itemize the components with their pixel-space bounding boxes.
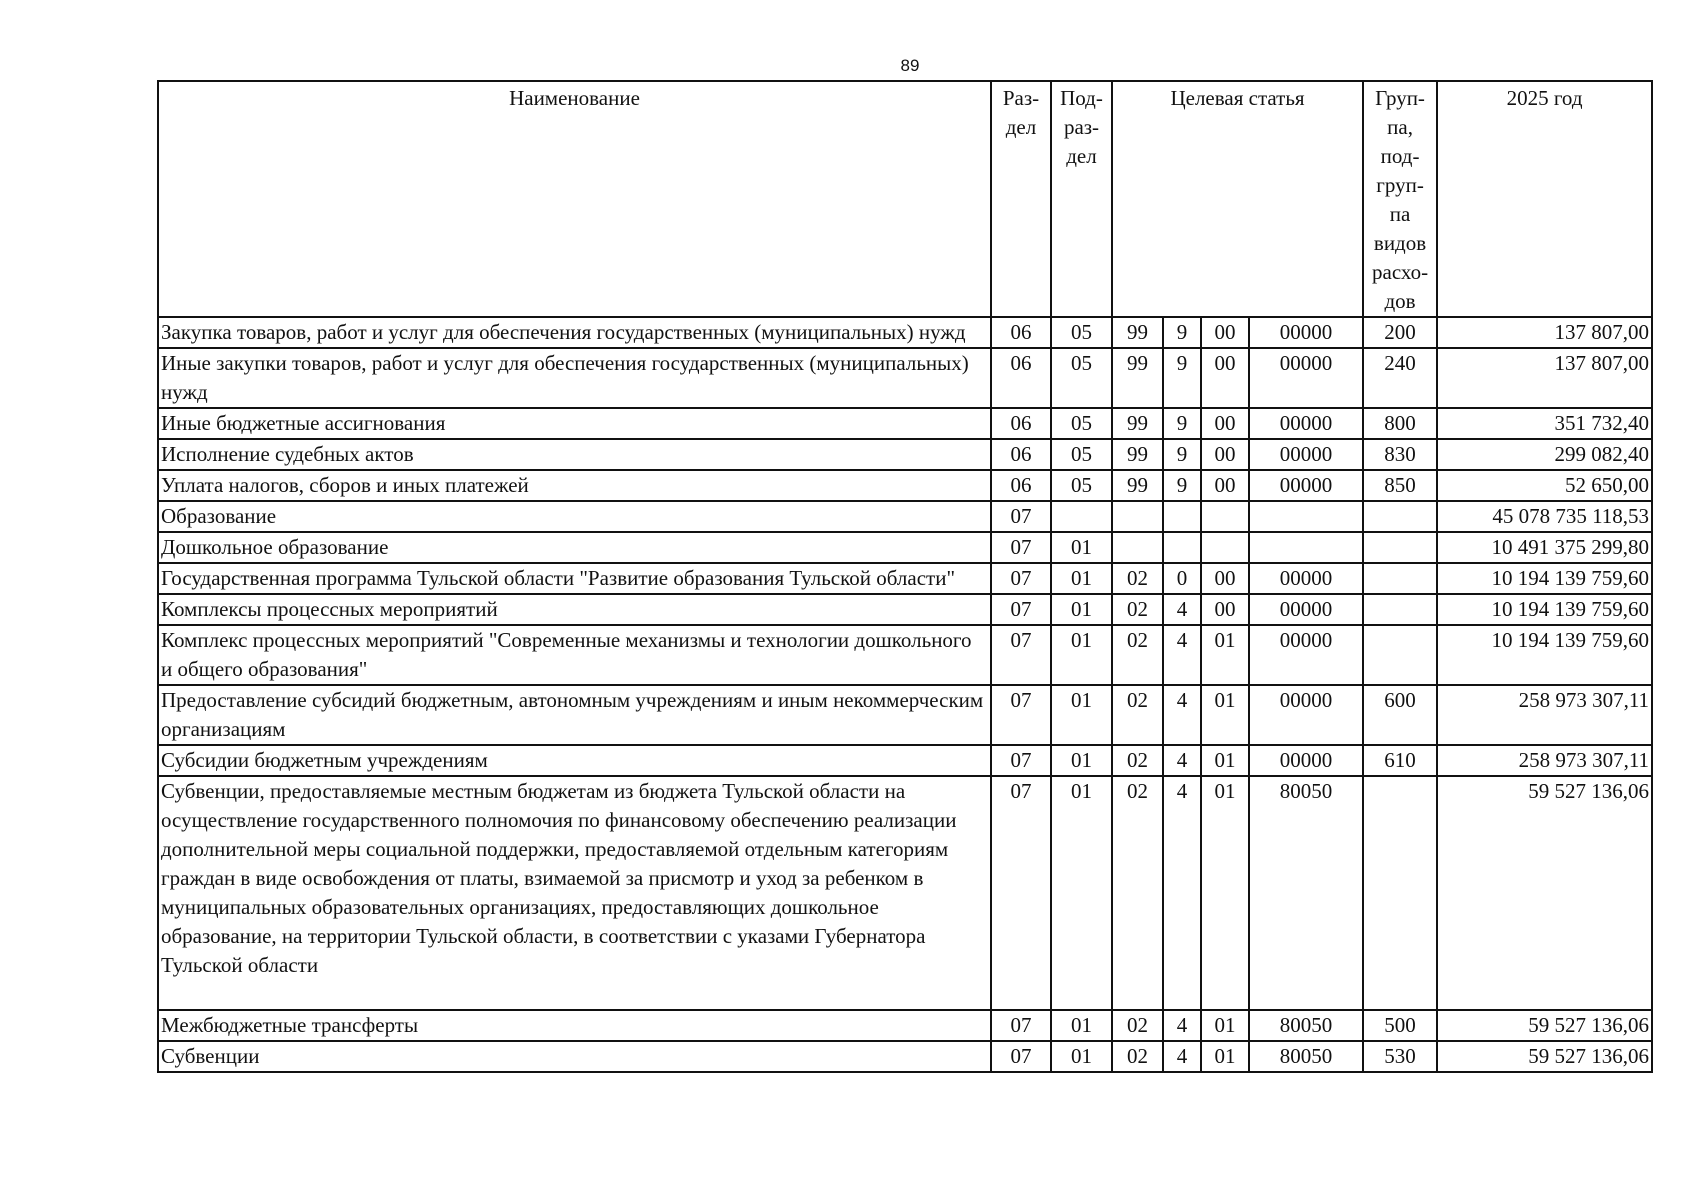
header-vr-group-label: Груп- па, под- груп- па видов расхо- дов (1372, 86, 1429, 313)
row-amount-cell: 10 194 139 759,60 (1437, 563, 1652, 594)
row-target-program-cell: 02 (1112, 685, 1163, 745)
row-podrazdel-cell: 01 (1051, 594, 1112, 625)
row-amount-cell: 10 491 375 299,80 (1437, 532, 1652, 563)
row-target-event-cell: 00 (1201, 594, 1249, 625)
row-vr-cell (1363, 625, 1437, 685)
row-razdel-cell: 06 (991, 408, 1051, 439)
table-row (158, 563, 1652, 594)
table-row (158, 501, 1652, 532)
row-target-direction-cell: 00000 (1249, 594, 1363, 625)
row-name-cell: Исполнение судебных актов (158, 439, 991, 470)
row-razdel-cell: 07 (991, 1010, 1051, 1041)
header-name: Наименование (158, 81, 991, 317)
row-amount-cell: 52 650,00 (1437, 470, 1652, 501)
row-target-program-cell: 02 (1112, 563, 1163, 594)
table-row (158, 685, 1652, 745)
row-vr-cell (1363, 501, 1437, 532)
row-target-program-cell: 02 (1112, 745, 1163, 776)
row-target-subprogram-cell: 9 (1163, 439, 1201, 470)
row-target-program-cell: 02 (1112, 776, 1163, 1010)
row-podrazdel-cell (1051, 501, 1112, 532)
row-target-direction-cell: 00000 (1249, 439, 1363, 470)
table-row (158, 594, 1652, 625)
row-razdel-cell: 07 (991, 501, 1051, 532)
row-target-subprogram-cell: 4 (1163, 1041, 1201, 1072)
row-target-program-cell: 99 (1112, 317, 1163, 348)
row-name-cell: Закупка товаров, работ и услуг для обеспечения государственных (муниципальных) нужд (158, 317, 991, 348)
row-podrazdel-cell: 01 (1051, 745, 1112, 776)
header-target-article: Целевая статья (1112, 81, 1363, 317)
row-target-event-cell: 01 (1201, 685, 1249, 745)
row-name-cell: Субсидии бюджетным учреждениям (158, 745, 991, 776)
row-target-subprogram-cell: 9 (1163, 348, 1201, 408)
row-target-event-cell: 00 (1201, 563, 1249, 594)
row-podrazdel-cell: 05 (1051, 408, 1112, 439)
row-target-event-cell (1201, 532, 1249, 563)
row-vr-cell: 850 (1363, 470, 1437, 501)
header-razdel (991, 81, 1051, 317)
row-target-subprogram-cell: 4 (1163, 625, 1201, 685)
row-name-cell: Иные бюджетные ассигнования (158, 408, 991, 439)
row-vr-cell: 600 (1363, 685, 1437, 745)
row-vr-cell: 240 (1363, 348, 1437, 408)
table-row (158, 776, 1652, 1010)
row-amount-cell: 59 527 136,06 (1437, 1010, 1652, 1041)
row-name-cell: Предоставление субсидий бюджетным, автономным учреждениям и иным некоммерческим организациям (158, 685, 991, 745)
row-razdel-cell: 07 (991, 685, 1051, 745)
row-target-event-cell: 01 (1201, 745, 1249, 776)
row-razdel-cell: 06 (991, 470, 1051, 501)
row-podrazdel-cell: 01 (1051, 625, 1112, 685)
header-vr-group (1363, 81, 1437, 317)
row-vr-cell: 530 (1363, 1041, 1437, 1072)
row-podrazdel-cell: 01 (1051, 563, 1112, 594)
row-podrazdel-cell: 01 (1051, 532, 1112, 563)
row-razdel-cell: 07 (991, 532, 1051, 563)
row-razdel-cell: 07 (991, 625, 1051, 685)
row-target-event-cell: 01 (1201, 1041, 1249, 1072)
row-amount-cell: 299 082,40 (1437, 439, 1652, 470)
header-razdel-label: Раз- дел (1002, 86, 1040, 139)
row-target-direction-cell: 00000 (1249, 745, 1363, 776)
row-podrazdel-cell: 05 (1051, 317, 1112, 348)
budget-table (157, 80, 1653, 1073)
row-vr-cell: 500 (1363, 1010, 1437, 1041)
row-name-cell: Межбюджетные трансферты (158, 1010, 991, 1041)
row-target-subprogram-cell: 9 (1163, 408, 1201, 439)
row-amount-cell: 45 078 735 118,53 (1437, 501, 1652, 532)
table-row (158, 1041, 1652, 1072)
row-podrazdel-cell: 01 (1051, 1041, 1112, 1072)
row-razdel-cell: 06 (991, 317, 1051, 348)
row-vr-cell (1363, 532, 1437, 563)
row-target-program-cell (1112, 501, 1163, 532)
row-target-subprogram-cell: 4 (1163, 745, 1201, 776)
row-amount-cell: 59 527 136,06 (1437, 1041, 1652, 1072)
table-row (158, 439, 1652, 470)
row-target-program-cell: 02 (1112, 1010, 1163, 1041)
row-amount-cell: 10 194 139 759,60 (1437, 594, 1652, 625)
row-target-direction-cell (1249, 532, 1363, 563)
row-name-cell: Субвенции, предоставляемые местным бюджетам из бюджета Тульской области на осуществление государственного полномочия по финансовому обеспечению реализации дополнительной меры социальной поддержки, предоставляемой отдельным категориям граждан в виде освобождения от платы, взимаемой за присмотр и уход за ребенком в муниципальных образовательных организациях, предоставляющих дошкольное образование, на территории Тульской области, в соответствии с указами Губернатора Тульской области (158, 776, 991, 1010)
row-target-direction-cell: 00000 (1249, 563, 1363, 594)
header-year: 2025 год (1437, 81, 1652, 317)
row-target-event-cell: 01 (1201, 625, 1249, 685)
row-target-subprogram-cell (1163, 532, 1201, 563)
row-target-program-cell: 02 (1112, 594, 1163, 625)
row-target-program-cell: 99 (1112, 408, 1163, 439)
row-name-cell: Комплекс процессных мероприятий "Современные механизмы и технологии дошкольного и общего образования" (158, 625, 991, 685)
row-vr-cell (1363, 594, 1437, 625)
row-amount-cell: 258 973 307,11 (1437, 685, 1652, 745)
row-name-cell: Субвенции (158, 1041, 991, 1072)
row-target-subprogram-cell: 4 (1163, 594, 1201, 625)
row-target-program-cell: 99 (1112, 470, 1163, 501)
row-target-direction-cell: 00000 (1249, 685, 1363, 745)
row-amount-cell: 351 732,40 (1437, 408, 1652, 439)
page-number: 89 (900, 56, 920, 75)
row-vr-cell: 610 (1363, 745, 1437, 776)
row-vr-cell (1363, 563, 1437, 594)
row-name-cell: Иные закупки товаров, работ и услуг для обеспечения государственных (муниципальных) нужд (158, 348, 991, 408)
row-razdel-cell: 06 (991, 439, 1051, 470)
row-target-program-cell: 02 (1112, 1041, 1163, 1072)
row-podrazdel-cell: 05 (1051, 439, 1112, 470)
row-target-direction-cell (1249, 501, 1363, 532)
row-target-subprogram-cell: 4 (1163, 1010, 1201, 1041)
row-razdel-cell: 07 (991, 745, 1051, 776)
row-target-direction-cell: 00000 (1249, 348, 1363, 408)
row-amount-cell: 137 807,00 (1437, 317, 1652, 348)
row-target-event-cell: 00 (1201, 439, 1249, 470)
row-target-event-cell: 00 (1201, 317, 1249, 348)
row-amount-cell: 59 527 136,06 (1437, 776, 1652, 1010)
row-name-cell: Государственная программа Тульской области "Развитие образования Тульской области" (158, 563, 991, 594)
table-header-row (158, 81, 1652, 317)
row-target-program-cell: 99 (1112, 439, 1163, 470)
row-target-program-cell: 02 (1112, 625, 1163, 685)
row-razdel-cell: 07 (991, 594, 1051, 625)
row-vr-cell: 800 (1363, 408, 1437, 439)
row-target-subprogram-cell: 4 (1163, 776, 1201, 1010)
row-amount-cell: 258 973 307,11 (1437, 745, 1652, 776)
header-podrazdel (1051, 81, 1112, 317)
row-target-subprogram-cell: 9 (1163, 317, 1201, 348)
row-target-event-cell: 00 (1201, 408, 1249, 439)
table-row (158, 470, 1652, 501)
row-razdel-cell: 06 (991, 348, 1051, 408)
header-podrazdel-label: Под- раз- дел (1060, 86, 1103, 168)
table-body (158, 317, 1652, 1072)
row-target-event-cell (1201, 501, 1249, 532)
row-target-subprogram-cell: 9 (1163, 470, 1201, 501)
row-name-cell: Комплексы процессных мероприятий (158, 594, 991, 625)
row-amount-cell: 10 194 139 759,60 (1437, 625, 1652, 685)
row-target-event-cell: 00 (1201, 348, 1249, 408)
table-row (158, 625, 1652, 685)
row-target-direction-cell: 80050 (1249, 1010, 1363, 1041)
row-vr-cell: 200 (1363, 317, 1437, 348)
row-target-direction-cell: 00000 (1249, 408, 1363, 439)
row-target-subprogram-cell: 0 (1163, 563, 1201, 594)
row-podrazdel-cell: 05 (1051, 470, 1112, 501)
row-razdel-cell: 07 (991, 563, 1051, 594)
row-name-cell: Дошкольное образование (158, 532, 991, 563)
row-target-event-cell: 01 (1201, 776, 1249, 1010)
table-row (158, 317, 1652, 348)
row-razdel-cell: 07 (991, 776, 1051, 1010)
row-razdel-cell: 07 (991, 1041, 1051, 1072)
table-row (158, 745, 1652, 776)
row-target-direction-cell: 00000 (1249, 470, 1363, 501)
row-target-event-cell: 00 (1201, 470, 1249, 501)
row-vr-cell: 830 (1363, 439, 1437, 470)
row-podrazdel-cell: 01 (1051, 1010, 1112, 1041)
row-target-subprogram-cell (1163, 501, 1201, 532)
row-target-program-cell: 99 (1112, 348, 1163, 408)
table-row (158, 348, 1652, 408)
row-target-direction-cell: 00000 (1249, 317, 1363, 348)
row-vr-cell (1363, 776, 1437, 1010)
row-target-direction-cell: 80050 (1249, 776, 1363, 1010)
row-target-direction-cell: 00000 (1249, 625, 1363, 685)
row-target-subprogram-cell: 4 (1163, 685, 1201, 745)
row-target-program-cell (1112, 532, 1163, 563)
table-row (158, 1010, 1652, 1041)
table-row (158, 408, 1652, 439)
row-podrazdel-cell: 01 (1051, 776, 1112, 1010)
row-amount-cell: 137 807,00 (1437, 348, 1652, 408)
row-target-event-cell: 01 (1201, 1010, 1249, 1041)
row-name-cell: Образование (158, 501, 991, 532)
row-target-direction-cell: 80050 (1249, 1041, 1363, 1072)
row-podrazdel-cell: 05 (1051, 348, 1112, 408)
table-row (158, 532, 1652, 563)
row-name-cell: Уплата налогов, сборов и иных платежей (158, 470, 991, 501)
row-podrazdel-cell: 01 (1051, 685, 1112, 745)
